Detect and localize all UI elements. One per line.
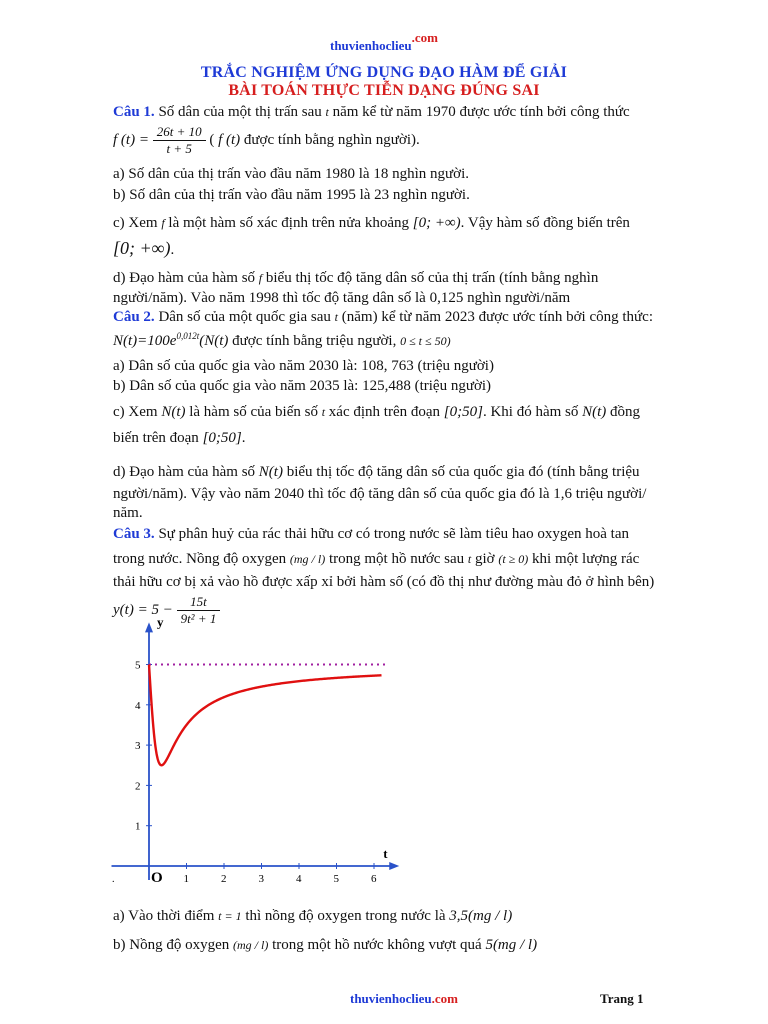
origin-label: O <box>151 870 163 886</box>
q3-label: Câu 3. <box>113 526 155 542</box>
footer-page-number: Trang 1 <box>600 991 644 1006</box>
q3-intro-line2: trong nước. Nồng độ oxygen (mg / l) trong một hồ nước sau t giờ (t ≥ 0) khi một lượng rác <box>113 551 640 567</box>
q2-option-c: c) Xem N(t) là hàm số của biến số t xác định trên đoạn [0;50]. Khi đó hàm số N(t) đồng <box>113 404 641 420</box>
x-tick-label-3: 3 <box>258 873 264 885</box>
y-tick-label-5: 5 <box>135 659 141 672</box>
x-tick-label-1: 1 <box>183 873 189 885</box>
y-tick-label-4: 4 <box>135 699 141 712</box>
q1-option-c: c) Xem f là một hàm số xác định trên nửa khoảng [0; +∞). Vậy hàm số đồng biến trên <box>113 215 630 231</box>
y-tick-label-3: 3 <box>135 740 141 753</box>
q1-formula: f (t) = $\frac{26t + 10}{t + 5}$ ( f (t) được tính bằng nghìn người). <box>113 124 420 156</box>
x-axis-label: t <box>383 846 388 861</box>
q2-option-b: b) Dân số của quốc gia vào năm 2035 là: 125,488 (triệu người) <box>113 378 492 394</box>
q1-option-b: b) Số dân của thị trấn vào đầu năm 1995 là 23 nghìn người. <box>113 187 470 203</box>
x-axis-dot: . <box>112 874 115 885</box>
x-axis-arrow <box>389 862 399 870</box>
q3-intro: Câu 3. Sự phân huỷ của rác thải hữu cơ có trong nước sẽ làm tiêu hao oxygen hoà tan <box>113 526 629 542</box>
brand-suffix: .com <box>411 30 438 45</box>
site-brand-header <box>0 30 768 54</box>
x-tick-label-2: 2 <box>221 873 227 885</box>
q3-fraction: $\frac{15t}{\text{9t² + 1}}$ <box>177 594 221 627</box>
x-tick-label-4: 4 <box>296 873 302 885</box>
q2-option-d-line3: năm. <box>113 505 143 521</box>
q2-option-c-line2: biến trên đoạn [0;50]. <box>113 430 246 446</box>
brand-main: thuvienhoclieu <box>330 38 412 53</box>
q2-option-a: a) Dân số của quốc gia vào năm 2030 là: 108, 763 (triệu người) <box>113 358 494 374</box>
q3-option-b: b) Nồng độ oxygen (mg / l) trong một hồ nước không vượt quá 5(mg / l) <box>113 937 538 953</box>
y-tick-label-1: 1 <box>135 820 141 833</box>
y-tick-label-2: 2 <box>135 780 141 793</box>
q1-fraction: $\frac{26t + 10}{t + 5}$ <box>153 124 206 157</box>
q1-option-c-line2: [0; +∞). <box>113 238 175 258</box>
q2-label: Câu 2. <box>113 309 155 325</box>
q1-option-d-line2: người/năm). Vào năm 1998 thì tốc độ tăng dân số là 0,125 nghìn người/năm <box>113 290 571 306</box>
footer-brand: thuvienhoclieu.com <box>350 991 458 1006</box>
q1-intro: Câu 1. Số dân của một thị trấn sau t năm kể từ năm 1970 được ước tính bởi công thức <box>113 104 630 120</box>
q1-option-a: a) Số dân của thị trấn vào đầu năm 1980 là 18 nghìn người. <box>113 166 469 182</box>
q2-option-d-line2: người/năm). Vậy vào năm 2040 thì tốc độ tăng dân số của quốc gia đó là 1,6 triệu người/ <box>113 486 647 502</box>
x-tick-label-5: 5 <box>333 873 339 885</box>
y-axis-label: y <box>157 614 164 630</box>
title-line-1: TRẮC NGHIỆM ỨNG DỤNG ĐẠO HÀM ĐỂ GIẢI <box>200 64 568 81</box>
title-line-2: BÀI TOÁN THỰC TIỄN DẠNG ĐÚNG SAI <box>228 82 540 99</box>
q2-formula: $N(t)=100e^{0,012t}(N(t)$ được tính bằng triệu người, 0 ≤ t ≤ 50) <box>113 331 451 349</box>
oxygen-concentration-graph <box>0 614 768 910</box>
q3-formula: y(t) = 5 − $\frac{15t}{\text{9t² + 1}}$ <box>113 594 220 627</box>
q3-option-a: a) Vào thời điểm t = 1 thì nồng độ oxygen trong nước là 3,5(mg / l) <box>113 908 513 924</box>
q2-intro: Câu 2. Dân số của một quốc gia sau t (năm) kể từ năm 2023 được ước tính bởi công thức: <box>113 309 653 325</box>
q3-intro-line3: thải hữu cơ bị xả vào hồ được xấp xỉ bởi hàm số (có đồ thị như đường màu đỏ ở hình bên) <box>113 574 655 590</box>
x-tick-label-6: 6 <box>371 873 377 885</box>
q1-label: Câu 1. <box>113 104 155 120</box>
oxygen-curve <box>149 665 382 766</box>
q2-option-d: d) Đạo hàm của hàm số N(t) biểu thị tốc độ tăng dân số của quốc gia đó (tính bằng triệu <box>113 464 640 480</box>
q1-option-d: d) Đạo hàm của hàm số f biểu thị tốc độ tăng dân số của thị trấn (tính bằng nghìn <box>113 270 599 286</box>
